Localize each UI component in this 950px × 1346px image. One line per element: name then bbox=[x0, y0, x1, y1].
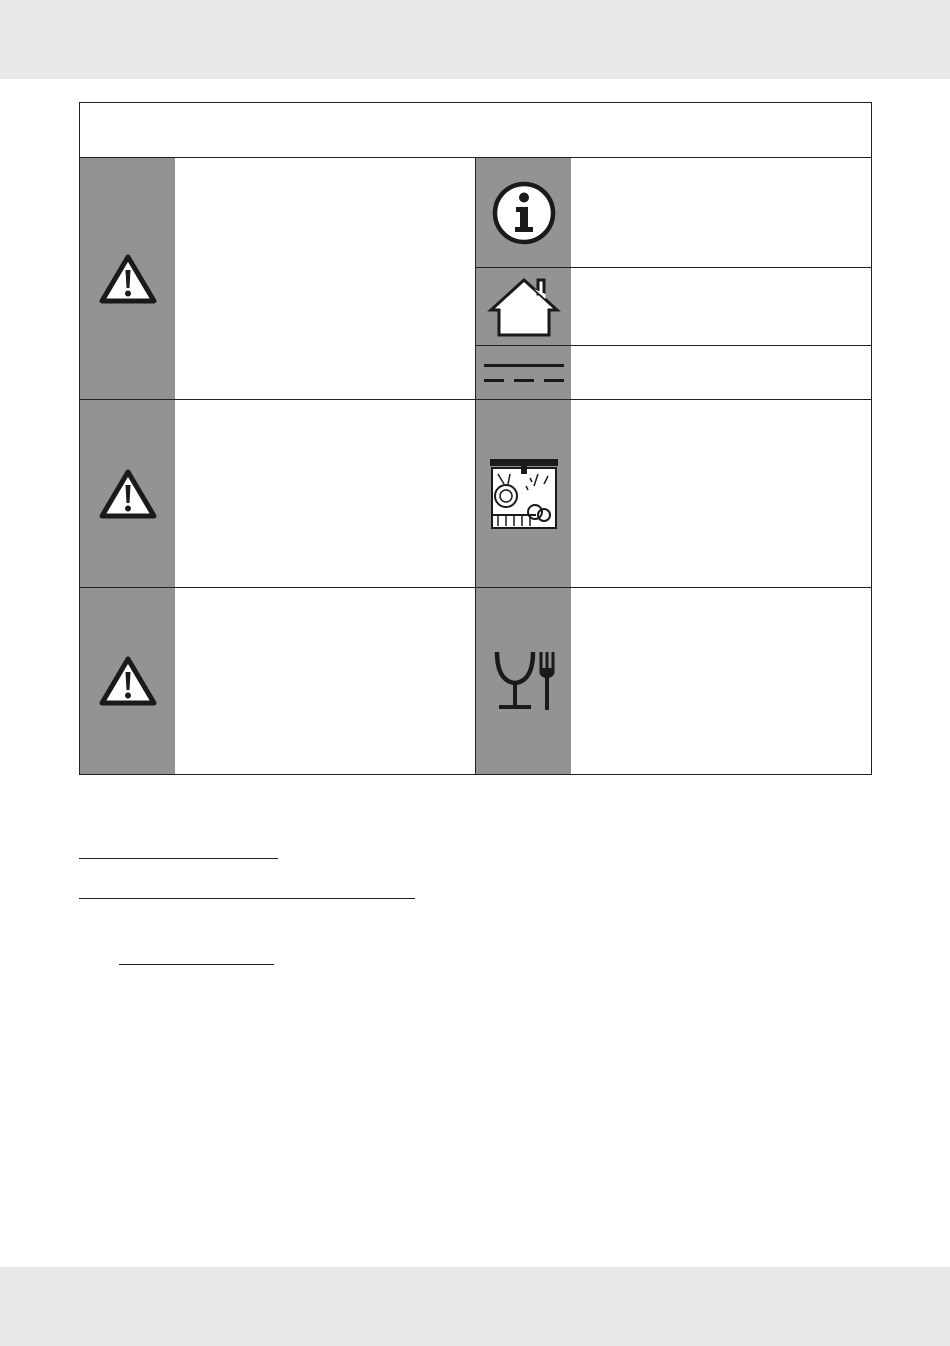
food-safe-glass-fork-icon bbox=[491, 650, 557, 712]
table-divider bbox=[475, 157, 476, 774]
warning-triangle-icon bbox=[98, 468, 158, 520]
symbol-table bbox=[79, 102, 872, 775]
direct-current-icon bbox=[482, 361, 566, 385]
dishwasher-text bbox=[584, 411, 859, 576]
dc-text bbox=[584, 355, 859, 391]
dishwasher-safe-icon bbox=[490, 458, 558, 530]
house-text bbox=[584, 279, 859, 337]
table-divider bbox=[475, 267, 871, 268]
underlined-line-1 bbox=[79, 858, 278, 859]
dc-cell bbox=[476, 346, 571, 399]
warning-text-2 bbox=[188, 411, 463, 576]
info-text bbox=[584, 169, 859, 259]
info-cell bbox=[476, 158, 571, 267]
info-icon bbox=[491, 180, 557, 246]
table-divider bbox=[475, 345, 871, 346]
underlined-line-2 bbox=[79, 898, 415, 899]
food-safe-text bbox=[584, 599, 859, 764]
house-cell bbox=[476, 268, 571, 345]
table-header bbox=[92, 121, 852, 141]
warning-cell-1 bbox=[80, 158, 175, 399]
warning-triangle-icon bbox=[98, 655, 158, 707]
warning-triangle-icon bbox=[98, 253, 158, 305]
warning-text-1 bbox=[188, 169, 463, 389]
page-header-band bbox=[0, 0, 950, 79]
page-footer-band bbox=[0, 1267, 950, 1346]
warning-cell-3 bbox=[80, 588, 175, 774]
food-safe-cell bbox=[476, 588, 571, 774]
warning-cell-2 bbox=[80, 400, 175, 587]
house-indoor-use-icon bbox=[487, 275, 561, 339]
warning-text-3 bbox=[188, 599, 463, 764]
dishwasher-cell bbox=[476, 400, 571, 587]
underlined-line-3 bbox=[119, 964, 274, 965]
